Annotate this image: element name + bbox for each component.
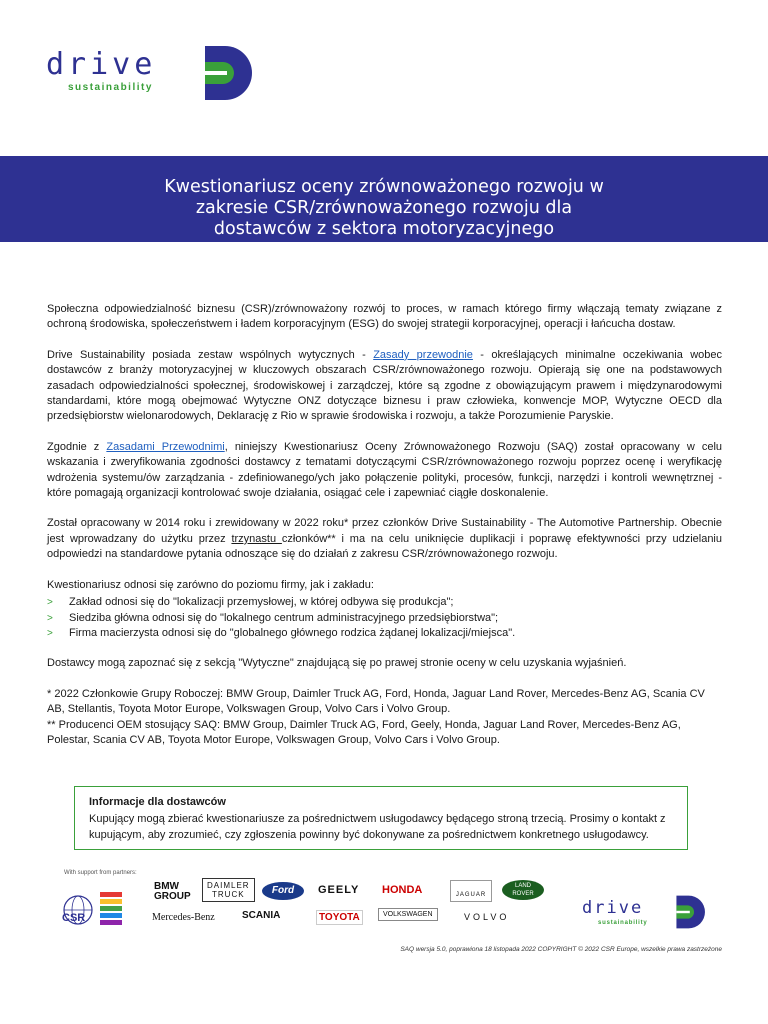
volkswagen-logo: VOLKSWAGEN xyxy=(378,908,438,921)
land-rover-logo: LAND ROVER xyxy=(502,880,544,900)
paragraph-history: Został opracowany w 2014 roku i zrewidowany w 2022 roku* przez członków Drive Sustainability - The Automotive Partnership. Obecnie jest wprowadzany do użytku przez trzynastu członków** i ma na celu uniknięcie duplikacji i poprawę efektywności przy udzielaniu odpowiedzi na standardowe pytania odnoszące się do działań z zakresu CSR/zrównoważonego rozwoju. xyxy=(47,517,722,561)
logo-d-mark-small-icon xyxy=(674,894,708,930)
scope-list xyxy=(47,595,722,641)
bmw-group-logo: BMW GROUP xyxy=(154,881,191,902)
document-body xyxy=(47,302,722,748)
list-item: > Zakład odnosi się do "lokalizacji przemysłowej, w której odbywa się produkcja"; xyxy=(47,595,722,610)
title-line-2: zakresie CSR/zrównoważonego rozwoju dla xyxy=(195,198,573,218)
info-box-text: Kupujący mogą zbierać kwestionariusze za pośrednictwem usługodawcy będącego stroną trzecią. Prosimy o kontakt z kupującym, aby zrozumieć, czy zgłoszenia powinny być dokonywane za pośrednictwem konkretnego usługodawcy. xyxy=(89,813,666,841)
paragraph-scope: Kwestionariusz odnosi się zarówno do poziomu firmy, jak i zakładu: xyxy=(47,578,374,591)
list-item: > Firma macierzysta odnosi się do "globalnego głównego rodzica żądanej lokalizacji/miejsca". xyxy=(47,626,722,641)
chevron-right-icon: > xyxy=(47,627,53,639)
chevron-right-icon: > xyxy=(47,612,53,624)
paragraph-guiding-principles: Drive Sustainability posiada zestaw wspólnych wytycznych - Zasady przewodnie - określających minimalne oczekiwania wobec dostawców z branży motoryzacyjnej w kluczowych obszarach CSR/zrównoważonego rozwoju. Opierają się one na podstawowych zasadach odpowiedzialności społecznej, środowiskowej i zarządczej, które są zgodne z obowiązującym prawem i międzynarodowymi standardami, które mogą obejmować Wytyczne ONZ dotyczące biznesu i praw człowieka, konwencje MOP, Wytyczne OECD dla przedsiębiorstw wielonarodowych, Deklarację z Rio w sprawie środowiska i rozwoju, a także Porozumienie Paryskie. xyxy=(47,348,722,423)
page-title xyxy=(0,156,768,240)
drive-sustainability-logo xyxy=(46,44,261,104)
title-line-3: dostawców z sektora motoryzacyjnego xyxy=(213,219,555,239)
volvo-logo: VOLVO xyxy=(464,912,510,922)
partners-caption: With support from partners: xyxy=(64,870,137,876)
paragraph-guidelines: Dostawcy mogą zapoznać się z sekcją "Wytyczne" znajdującą się po prawej stronie oceny w celu uzyskania wyjaśnień. xyxy=(47,657,627,670)
scania-logo: SCANIA xyxy=(242,910,281,921)
geely-logo: GEELY xyxy=(318,884,360,896)
chevron-right-icon: > xyxy=(47,597,53,609)
underlined-text: trzynastu xyxy=(231,532,282,545)
jaguar-logo: JAGUAR xyxy=(450,880,492,902)
ford-logo: Ford xyxy=(262,882,304,900)
logo-wordmark: drive xyxy=(46,47,157,82)
logo-subtitle: sustainability xyxy=(68,82,153,93)
copyright-footer: SAQ wersja 5.0, poprawiona 18 listopada 2022 COPYRIGHT © 2022 CSR Europe, wszelkie prawa zastrzeżone xyxy=(400,946,722,953)
title-line-1: Kwestionariusz oceny zrównoważonego rozwoju w xyxy=(164,177,604,197)
partner-logos xyxy=(150,878,550,934)
info-box-title: Informacje dla dostawców xyxy=(89,796,226,808)
toyota-logo: TOYOTA xyxy=(316,910,363,925)
footnote-working-group: * 2022 Członkowie Grupy Roboczej: BMW Group, Daimler Truck AG, Ford, Honda, Jaguar Land Rover, Mercedes-Benz AG, Scania CV AB, Stellantis, Toyota Motor Europe, Volkswagen Group, Volvo Cars i Volvo Group. xyxy=(47,687,705,716)
guiding-principles-link-2[interactable]: Zasadami Przewodnimi xyxy=(106,440,225,453)
footnote-oem-users: ** Producenci OEM stosujący SAQ: BMW Group, Daimler Truck AG, Ford, Geely, Honda, Jaguar Land Rover, Mercedes-Benz AG, Polestar, Scania CV AB, Toyota Motor Europe, Volkswagen Group, Volvo Cars i Volvo Group. xyxy=(47,718,681,746)
honda-logo: HONDA xyxy=(382,884,423,896)
logo-d-mark-icon xyxy=(201,44,257,102)
title-banner xyxy=(0,156,768,242)
daimler-truck-logo: DAIMLER TRUCK xyxy=(202,878,255,902)
paragraph-csr-definition: Społeczna odpowiedzialność biznesu (CSR)/zrównoważony rozwój to proces, w ramach którego firmy włączają tematy związane z ochroną środowiska, społeczeństwem i ładem korporacyjnym (ESG) do swojej strategii korporacyjnej, operacji i łańcucha dostaw. xyxy=(47,303,722,331)
logo-wordmark-small: drive xyxy=(582,898,644,918)
csr-europe-label: CSR xyxy=(62,912,86,924)
paragraph-saq-purpose: Zgodnie z Zasadami Przewodnimi, niniejszy Kwestionariusz Oceny Zrównoważonego Rozwoju (SAQ) został opracowany w celu wskazania i zweryfikowania zgodności dostawcy z tematami dotyczącymi CSR/zrównoważonego rozwoju poprzez ocenę i weryfikację wdrożenia systemu/ów zarządzania - zdefiniowanego/ych jako połączenie polityki, procesów, funkcji, narzędzi i kontroli wewnętrznej - które pomagają organizacji kontrolować swoje działania, osiągać cele i zapewniać ciągłe doskonalenie. xyxy=(47,440,723,500)
guiding-principles-link[interactable]: Zasady przewodnie xyxy=(373,348,473,361)
list-item: > Siedziba główna odnosi się do "lokalnego centrum administracyjnego przedsiębiorstwa"; xyxy=(47,611,722,626)
mercedes-benz-logo: Mercedes-Benz xyxy=(152,912,215,923)
drive-sustainability-logo-small xyxy=(582,894,712,934)
supplier-info-box xyxy=(74,786,688,850)
logo-subtitle-small: sustainability xyxy=(598,920,648,926)
